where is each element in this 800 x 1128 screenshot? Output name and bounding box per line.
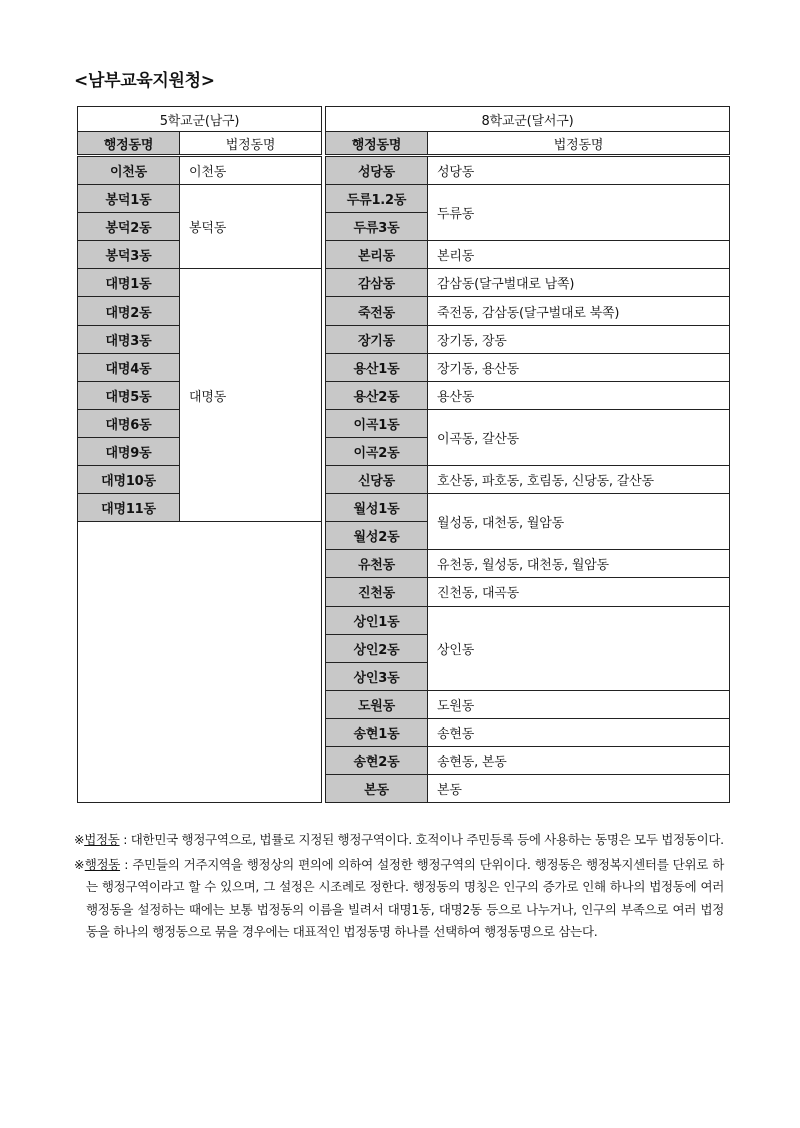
- left-admin-cell: 대명5동: [78, 381, 180, 409]
- left-col-admin-header: 행정동명: [78, 132, 180, 156]
- right-admin-cell: 죽전동: [326, 297, 428, 325]
- admin-dong-note: [74, 854, 724, 944]
- right-admin-cell: 용산2동: [326, 381, 428, 409]
- right-admin-cell: 이곡1동: [326, 409, 428, 437]
- right-admin-cell: 송현2동: [326, 746, 428, 774]
- left-legal-cell: 대명동: [180, 269, 322, 522]
- right-legal-cell: 상인동: [428, 606, 730, 690]
- right-legal-cell: 감삼동(달구벌대로 남쪽): [428, 269, 730, 297]
- right-legal-cell: 송현동: [428, 718, 730, 746]
- right-admin-cell: 두류3동: [326, 213, 428, 241]
- left-col-legal-header: 법정동명: [180, 132, 322, 156]
- legal-note-text: : 대한민국 행정구역으로, 법률로 지정된 행정구역이다. 호적이나 주민등록 등에 사용하는 동명은 모두 법정동이다.: [119, 832, 724, 847]
- table-row: [78, 409, 730, 437]
- right-legal-cell: 진천동, 대곡동: [428, 578, 730, 606]
- table-row: [78, 381, 730, 409]
- right-legal-cell: 유천동, 월성동, 대천동, 월암동: [428, 550, 730, 578]
- left-admin-cell: 대명2동: [78, 297, 180, 325]
- left-legal-cell: 이천동: [180, 156, 322, 185]
- table-row: [78, 241, 730, 269]
- right-admin-cell: 성당동: [326, 156, 428, 185]
- left-admin-cell: 대명4동: [78, 353, 180, 381]
- table-row: [78, 269, 730, 297]
- left-admin-cell: 봉덕3동: [78, 241, 180, 269]
- right-admin-cell: 상인3동: [326, 662, 428, 690]
- right-legal-cell: 장기동, 용산동: [428, 353, 730, 381]
- right-admin-cell: 본동: [326, 775, 428, 803]
- right-admin-cell: 용산1동: [326, 353, 428, 381]
- right-legal-cell: 본동: [428, 775, 730, 803]
- right-col-legal-header: 법정동명: [428, 132, 730, 156]
- right-admin-cell: 송현1동: [326, 718, 428, 746]
- right-admin-cell: 월성2동: [326, 522, 428, 550]
- table-row: [78, 156, 730, 185]
- right-legal-cell: 본리동: [428, 241, 730, 269]
- right-section-heading: 8학교군(달서구): [326, 107, 730, 132]
- right-legal-cell: 이곡동, 갈산동: [428, 409, 730, 465]
- right-legal-cell: 송현동, 본동: [428, 746, 730, 774]
- right-admin-cell: 장기동: [326, 325, 428, 353]
- left-admin-cell: 봉덕2동: [78, 213, 180, 241]
- admin-note-text: : 주민들의 거주지역을 행정상의 편의에 의하여 설정한 행정구역의 단위이다. 행정동은 행정복지센터를 단위로 하는 행정구역이라고 할 수 있으며, 그 설정은 시조례로 정한다. 행정동의 명칭은 인구의 증가로 인해 하나의 법정동에 여러 행정동을 설정하는 때에는 보통 법정동의 이름을 빌려서 대명1동, 대명2동 등으로 나누거나, 인구의 부족으로 여러 법정동을 하나의 행정동으로 묶을 경우에는 대표적인 법정동명 하나를 선택하여 행정동명으로 삼는다.: [86, 856, 724, 939]
- right-legal-cell: 장기동, 장동: [428, 325, 730, 353]
- legal-note-mark: ※: [74, 832, 85, 847]
- left-admin-cell: 대명6동: [78, 409, 180, 437]
- left-admin-cell: 대명10동: [78, 466, 180, 494]
- right-admin-cell: 두류1.2동: [326, 185, 428, 213]
- footnotes: [74, 829, 724, 944]
- right-admin-cell: 본리동: [326, 241, 428, 269]
- left-admin-cell: 대명9동: [78, 437, 180, 465]
- table-row: [78, 185, 730, 213]
- legal-note-term: 법정동: [84, 832, 120, 847]
- right-admin-cell: 감삼동: [326, 269, 428, 297]
- right-col-admin-header: 행정동명: [326, 132, 428, 156]
- section-heading-row: [78, 107, 730, 132]
- legal-dong-note: [74, 829, 724, 852]
- left-admin-cell: 이천동: [78, 156, 180, 185]
- admin-note-term: 행정동: [84, 856, 121, 872]
- left-section-heading: 5학교군(남구): [78, 107, 322, 132]
- left-admin-cell: 대명3동: [78, 325, 180, 353]
- school-district-table-wrapper: [77, 106, 730, 803]
- left-admin-cell: 대명1동: [78, 269, 180, 297]
- table-row: [78, 466, 730, 494]
- table-row: [78, 325, 730, 353]
- right-legal-cell: 용산동: [428, 381, 730, 409]
- right-admin-cell: 도원동: [326, 690, 428, 718]
- table-row: [78, 494, 730, 522]
- right-legal-cell: 죽전동, 감삼동(달구벌대로 북쪽): [428, 297, 730, 325]
- left-admin-cell: 대명11동: [78, 494, 180, 522]
- right-admin-cell: 상인1동: [326, 606, 428, 634]
- left-empty-area: [78, 522, 322, 803]
- right-legal-cell: 호산동, 파호동, 호림동, 신당동, 갈산동: [428, 466, 730, 494]
- left-legal-cell: 봉덕동: [180, 185, 322, 269]
- left-admin-cell: 봉덕1동: [78, 185, 180, 213]
- right-legal-cell: 성당동: [428, 156, 730, 185]
- right-legal-cell: 두류동: [428, 185, 730, 241]
- column-header-row: [78, 132, 730, 156]
- admin-note-mark: ※: [74, 856, 85, 872]
- right-legal-cell: 도원동: [428, 690, 730, 718]
- right-admin-cell: 월성1동: [326, 494, 428, 522]
- right-admin-cell: 이곡2동: [326, 437, 428, 465]
- school-district-table: [77, 106, 730, 803]
- right-admin-cell: 유천동: [326, 550, 428, 578]
- page-title: <남부교육지원청>: [74, 71, 215, 91]
- table-row: [78, 353, 730, 381]
- right-admin-cell: 상인2동: [326, 634, 428, 662]
- right-admin-cell: 진천동: [326, 578, 428, 606]
- right-legal-cell: 월성동, 대천동, 월암동: [428, 494, 730, 550]
- right-admin-cell: 신당동: [326, 466, 428, 494]
- table-row: [78, 297, 730, 325]
